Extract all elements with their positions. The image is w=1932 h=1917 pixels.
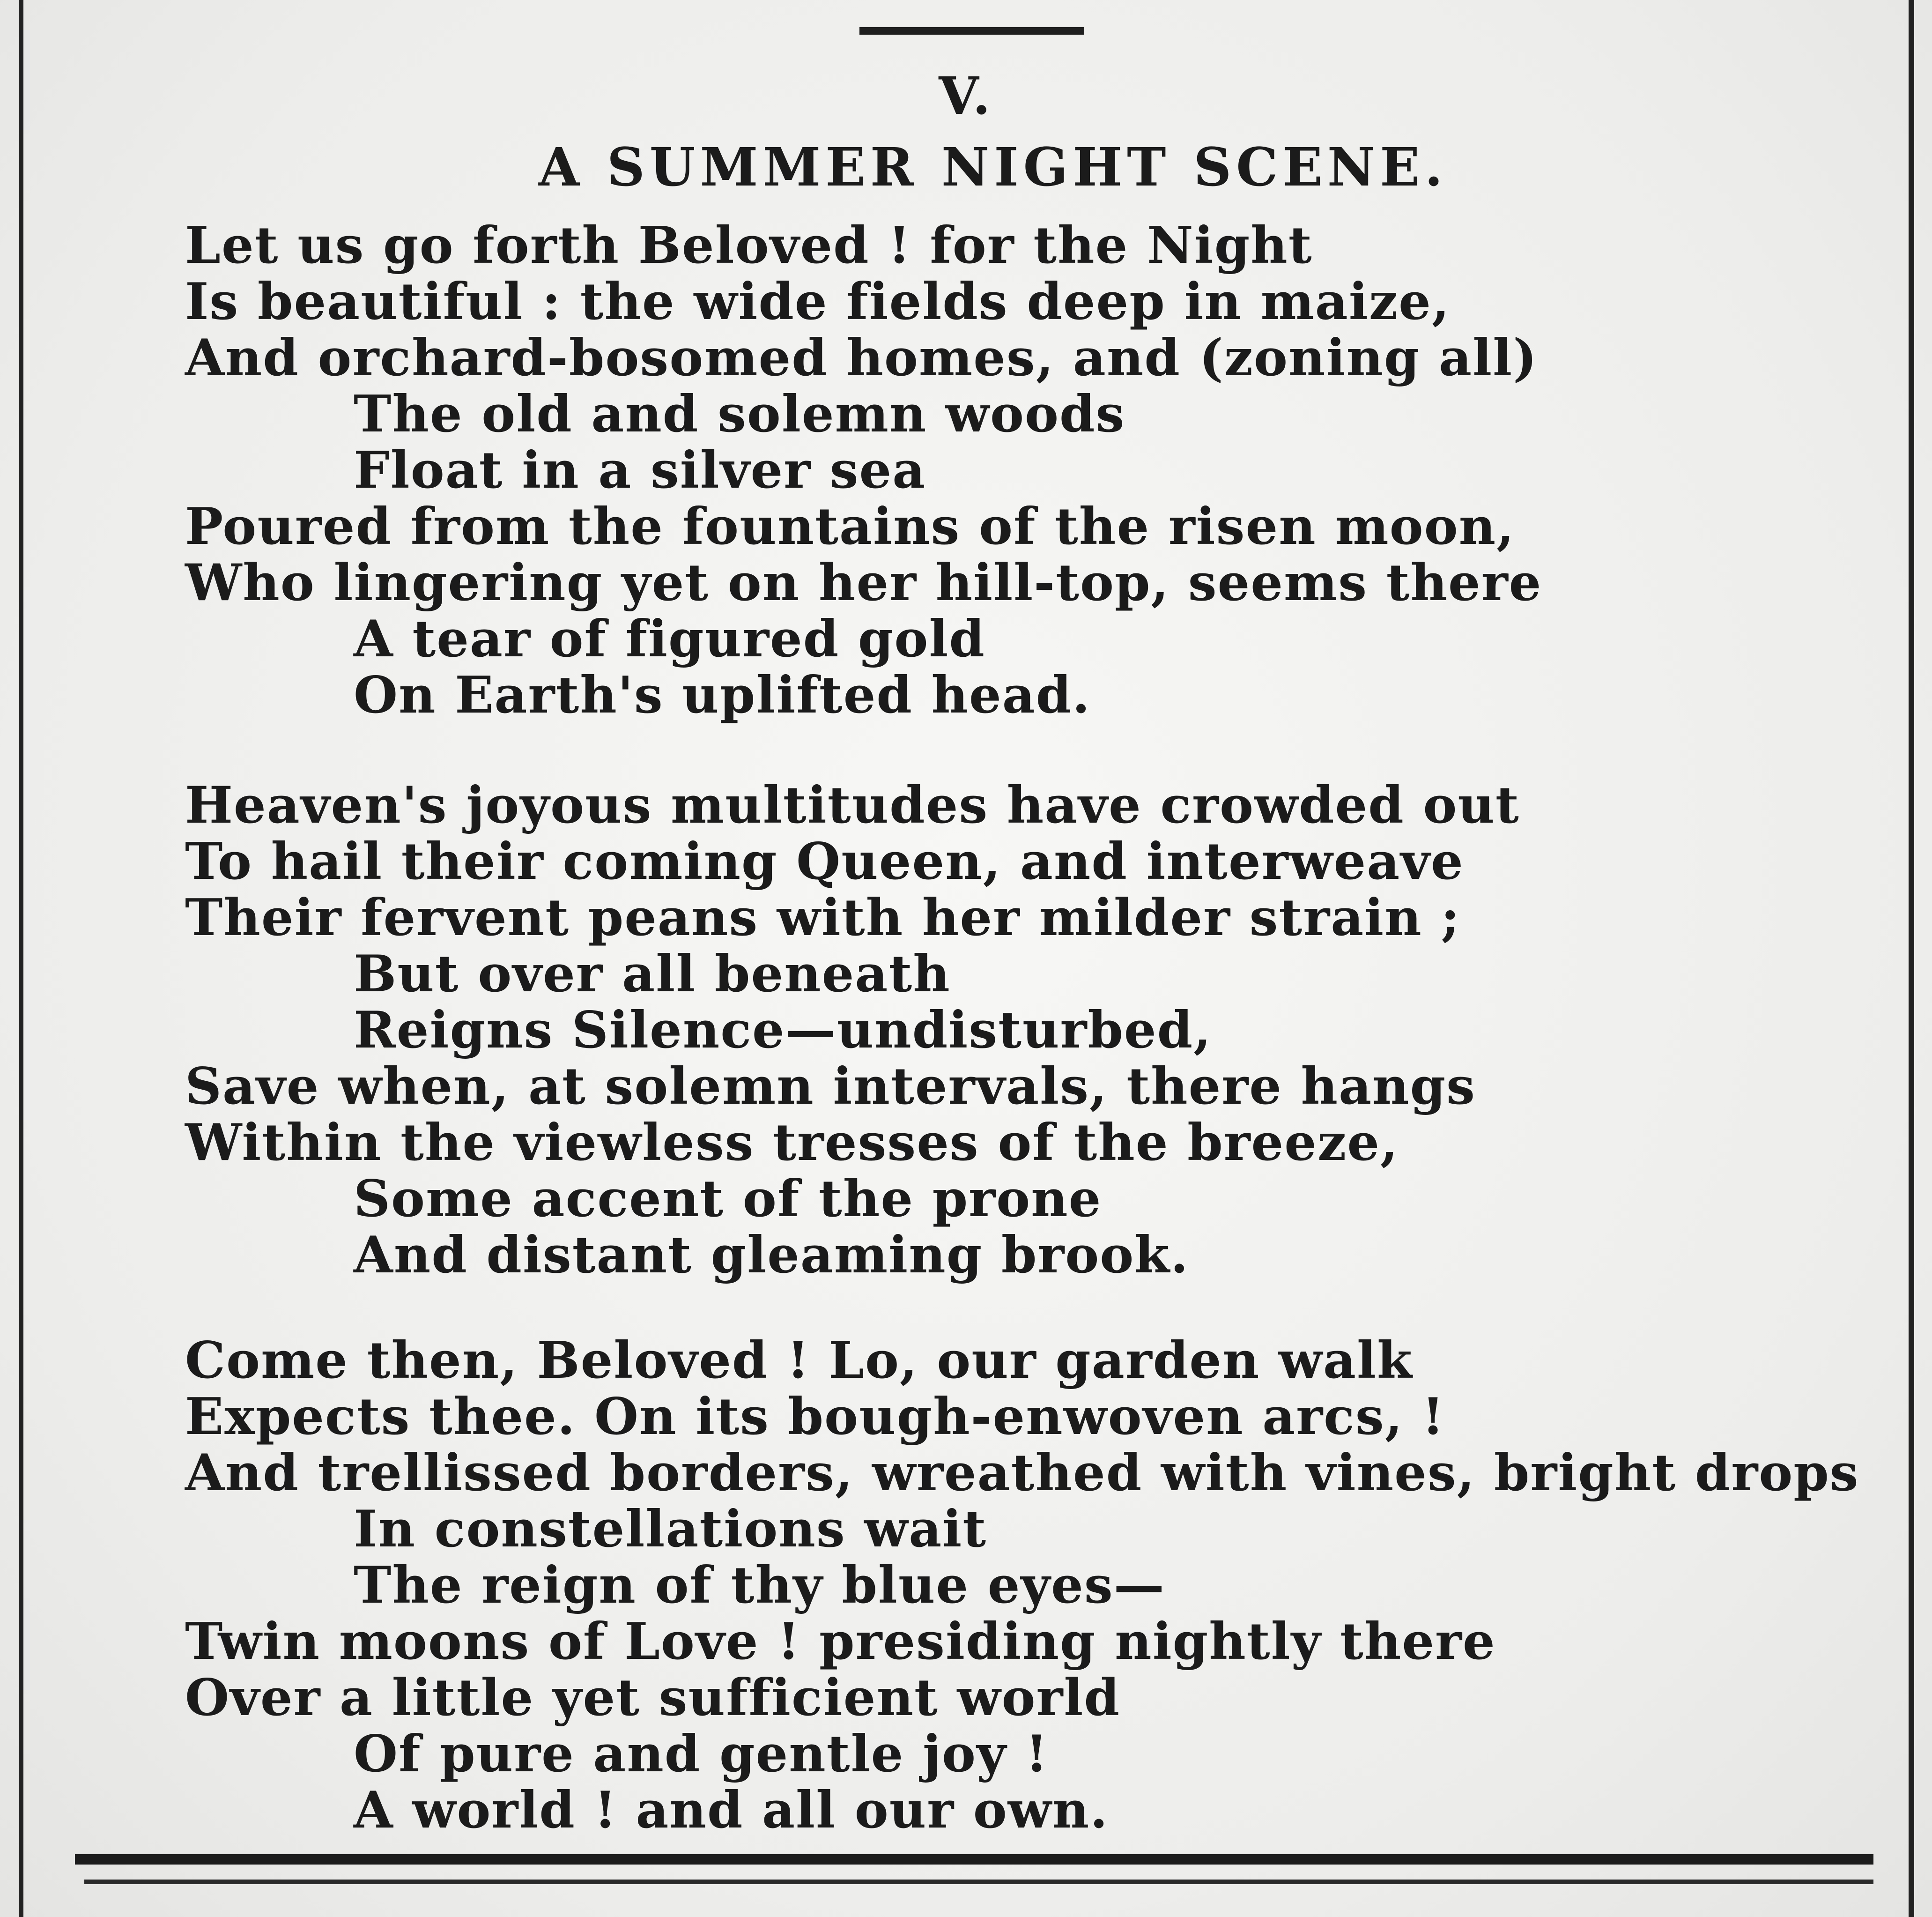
left-column-rule bbox=[19, 0, 23, 1917]
poem-line: The old and solemn woods bbox=[354, 385, 1125, 444]
poem-line: In constellations wait bbox=[354, 1500, 987, 1559]
poem-line: Is beautiful : the wide fields deep in maize, bbox=[185, 272, 1451, 331]
poem-line: Expects thee. On its bough-enwoven arcs, ! bbox=[185, 1387, 1445, 1446]
poem-line: Some accent of the prone bbox=[354, 1169, 1102, 1228]
poem-line: To hail their coming Queen, and interweave bbox=[185, 832, 1464, 891]
poem-line: Their fervent peans with her milder strain ; bbox=[185, 888, 1461, 947]
poem-line: Twin moons of Love ! presiding nightly there bbox=[185, 1612, 1496, 1671]
poem-line: A tear of figured gold bbox=[354, 609, 985, 669]
poem-line: Who lingering yet on her hill-top, seems there bbox=[185, 553, 1542, 612]
poem-line: On Earth's uplifted head. bbox=[354, 666, 1091, 725]
poem-title: A SUMMER NIGHT SCENE. bbox=[539, 137, 1448, 198]
top-divider-rule bbox=[859, 27, 1084, 35]
bottom-divider-rule bbox=[75, 1854, 1873, 1865]
poem-line: And trellissed borders, wreathed with vines, bright drops bbox=[185, 1443, 1859, 1502]
poem-line: And orchard-bosomed homes, and (zoning all) bbox=[185, 328, 1538, 387]
section-numeral: V. bbox=[939, 66, 993, 126]
poem-line: Float in a silver sea bbox=[354, 441, 926, 500]
poem-line: Save when, at solemn intervals, there hangs bbox=[185, 1057, 1476, 1116]
poem-line: Heaven's joyous multitudes have crowded out bbox=[185, 776, 1520, 835]
poem-line: But over all beneath bbox=[354, 944, 951, 1003]
bottom-divider-rule-thin bbox=[84, 1880, 1873, 1884]
poem-line: Come then, Beloved ! Lo, our garden walk bbox=[185, 1331, 1413, 1390]
poem-line: Poured from the fountains of the risen moon, bbox=[185, 497, 1515, 556]
poem-line: Within the viewless tresses of the breeze, bbox=[185, 1113, 1399, 1172]
poem-line: A world ! and all our own. bbox=[354, 1781, 1109, 1840]
poem-line: Let us go forth Beloved ! for the Night bbox=[185, 216, 1313, 275]
poem-line: Of pure and gentle joy ! bbox=[354, 1724, 1049, 1783]
poem-line: And distant gleaming brook. bbox=[354, 1226, 1189, 1285]
poem-line: Over a little yet sufficient world bbox=[185, 1668, 1120, 1727]
poem-line: The reign of thy blue eyes— bbox=[354, 1556, 1165, 1615]
poem-line: Reigns Silence—undisturbed, bbox=[354, 1001, 1212, 1060]
right-column-rule bbox=[1909, 0, 1914, 1917]
